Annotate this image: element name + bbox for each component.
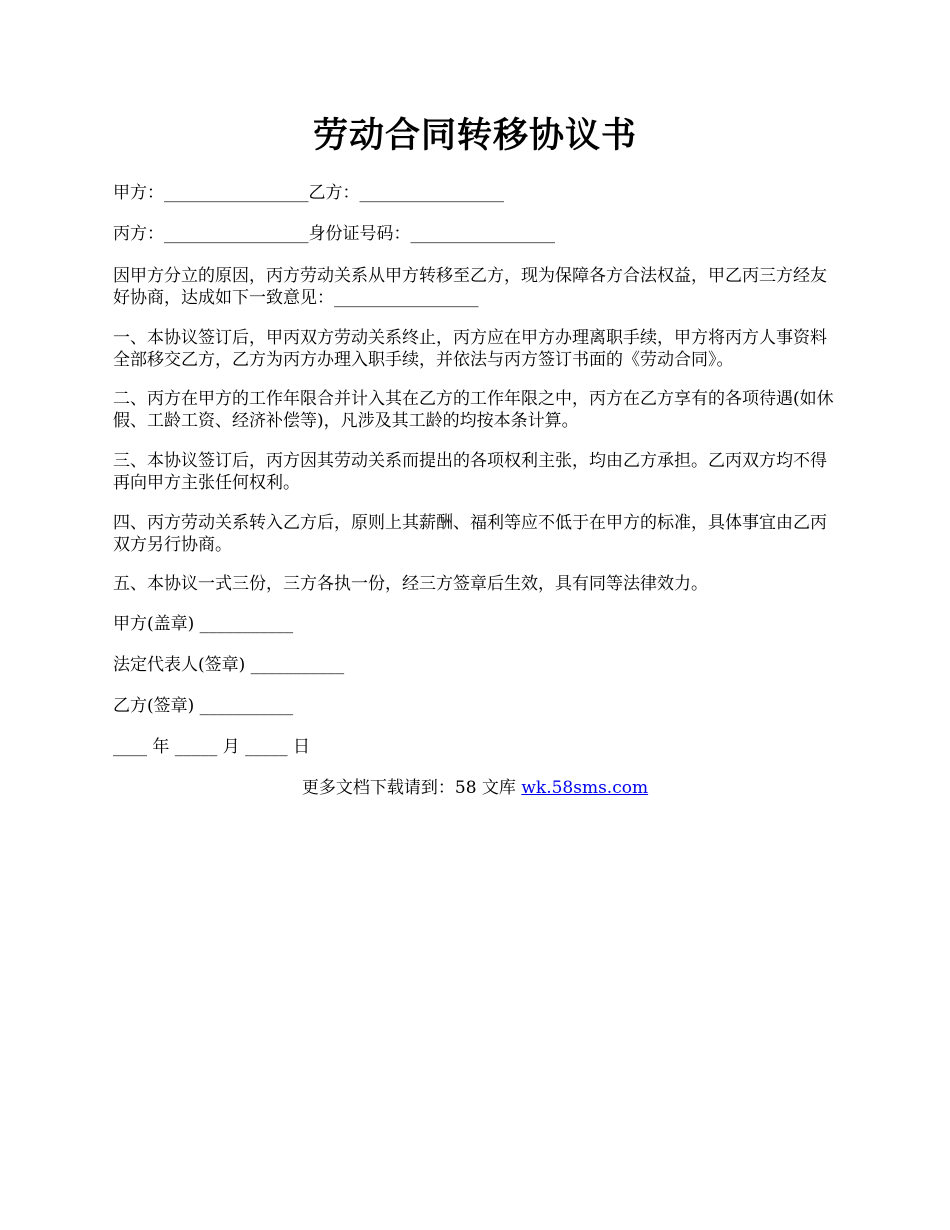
party-a-seal-line: 甲方(盖章) ___________	[113, 614, 294, 634]
download-footer	[0, 777, 950, 799]
clause-2: 二、丙方在甲方的工作年限合并计入其在乙方的工作年限之中，丙方在乙方享有的各项待遇(如休假、工龄工资、经济补偿等)，凡涉及其工龄的均按本条计算。	[113, 389, 834, 431]
preamble-paragraph: 因甲方分立的原因，丙方劳动关系从甲方转移至乙方，现为保障各方合法权益，甲乙丙三方经友好协商，达成如下一致意见：_________________	[113, 266, 827, 308]
party-b-sign-line: 乙方(签章) ___________	[113, 696, 294, 716]
legal-rep-sign-line: 法定代表人(签章) ___________	[113, 655, 345, 675]
clause-4: 四、丙方劳动关系转入乙方后，原则上其薪酬、福利等应不低于在甲方的标准，具体事宜由乙丙双方另行协商。	[113, 513, 827, 555]
clause-5: 五、本协议一式三份，三方各执一份，经三方签章后生效，具有同等法律效力。	[113, 574, 708, 594]
document-title: 劳动合同转移协议书	[312, 115, 637, 156]
date-line: ____ 年 _____ 月 _____ 日	[113, 737, 311, 757]
clause-1: 一、本协议签订后，甲丙双方劳动关系终止，丙方应在甲方办理离职手续，甲方将丙方人事资料全部移交乙方，乙方为丙方办理入职手续，并依法与丙方签订书面的《劳动合同》。	[113, 328, 827, 370]
parties-line: 甲方：_________________乙方：_________________	[113, 183, 504, 203]
footer-text: 更多文档下载请到：58 文库	[301, 778, 522, 798]
clause-3: 三、本协议签订后，丙方因其劳动关系而提出的各项权利主张，均由乙方承担。乙丙双方均不得再向甲方主张任何权利。	[113, 451, 827, 493]
footer-link[interactable]: wk.58sms.com	[521, 778, 649, 798]
third-party-line: 丙方：_________________身份证号码：_________________	[113, 224, 555, 244]
